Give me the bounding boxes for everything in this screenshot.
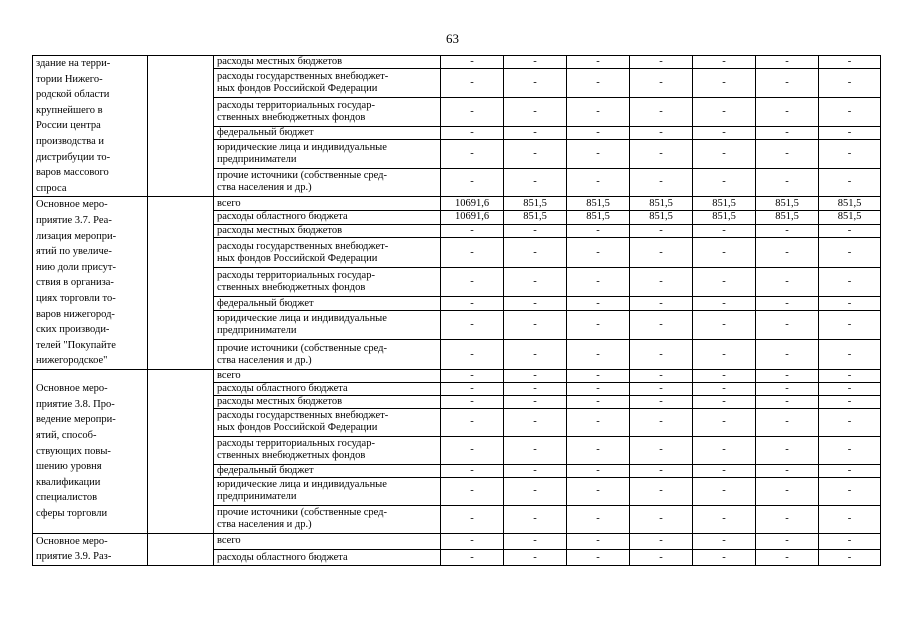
amount-cell: 851,5 bbox=[504, 197, 567, 211]
amount-cell: - bbox=[630, 408, 693, 436]
amount-cell: - bbox=[630, 436, 693, 464]
funding-source-cell bbox=[214, 267, 441, 296]
amount-cell: - bbox=[441, 267, 504, 296]
funding-source-cell bbox=[214, 464, 441, 477]
amount-cell: - bbox=[630, 477, 693, 505]
event-name-line: ских производи- bbox=[36, 324, 110, 336]
funding-source-cell bbox=[214, 382, 441, 395]
amount-cell: - bbox=[693, 56, 756, 69]
event-name-line: России центра bbox=[36, 120, 101, 132]
amount-cell: 851,5 bbox=[819, 197, 881, 211]
event-name-cell bbox=[33, 533, 148, 565]
amount-cell: - bbox=[630, 168, 693, 197]
amount-cell: - bbox=[504, 505, 567, 533]
amount-cell: - bbox=[693, 477, 756, 505]
amount-cell: - bbox=[756, 408, 819, 436]
amount-cell: - bbox=[756, 267, 819, 296]
amount-cell: - bbox=[504, 56, 567, 69]
funding-source-cell bbox=[214, 297, 441, 311]
amount-cell: - bbox=[441, 297, 504, 311]
amount-cell: - bbox=[567, 168, 630, 197]
funding-source-line: расходы местных бюджетов bbox=[217, 225, 343, 237]
amount-cell: - bbox=[567, 126, 630, 139]
funding-source-line: ственных внебюджетных фондов bbox=[217, 450, 366, 462]
amount-cell: - bbox=[819, 395, 881, 408]
amount-cell: - bbox=[693, 126, 756, 139]
amount-cell: - bbox=[630, 139, 693, 168]
amount-cell: - bbox=[504, 69, 567, 98]
funding-source-line: юридические лица и индивидуальные bbox=[217, 313, 387, 325]
amount-cell: - bbox=[756, 97, 819, 126]
event-name-cell bbox=[33, 56, 148, 197]
funding-source-cell bbox=[214, 340, 441, 369]
amount-cell: - bbox=[504, 549, 567, 565]
funding-source-cell bbox=[214, 310, 441, 339]
funding-source-line: ных фондов Российской Федерации bbox=[217, 252, 378, 264]
amount-cell: - bbox=[441, 395, 504, 408]
amount-cell: - bbox=[756, 310, 819, 339]
amount-cell: - bbox=[504, 408, 567, 436]
table-row bbox=[33, 533, 881, 549]
amount-cell: 851,5 bbox=[630, 211, 693, 225]
amount-cell: - bbox=[756, 369, 819, 382]
amount-cell: - bbox=[504, 139, 567, 168]
event-name-line: Основное меро- bbox=[36, 199, 108, 211]
amount-cell: - bbox=[567, 382, 630, 395]
amount-cell: - bbox=[693, 549, 756, 565]
amount-cell: 851,5 bbox=[567, 211, 630, 225]
amount-cell: 10691,6 bbox=[441, 197, 504, 211]
amount-cell: - bbox=[630, 97, 693, 126]
amount-cell: - bbox=[693, 69, 756, 98]
amount-cell: - bbox=[630, 238, 693, 267]
amount-cell: - bbox=[756, 505, 819, 533]
event-name-line: ятий по увеличе- bbox=[36, 246, 112, 258]
funding-source-line: федеральный бюджет bbox=[217, 464, 314, 476]
empty-column-cell bbox=[148, 369, 214, 533]
funding-source-line: юридические лица и индивидуальные bbox=[217, 479, 387, 491]
event-name-line: нию доли присут- bbox=[36, 261, 116, 273]
event-name-line: Основное меро- bbox=[36, 535, 108, 547]
amount-cell: - bbox=[504, 238, 567, 267]
amount-cell: - bbox=[756, 238, 819, 267]
event-name-line: сферы торговли bbox=[36, 507, 108, 519]
event-name-line: циях торговли то- bbox=[36, 292, 116, 304]
amount-cell: - bbox=[630, 56, 693, 69]
amount-cell: - bbox=[441, 477, 504, 505]
funding-source-cell bbox=[214, 238, 441, 267]
amount-cell: - bbox=[756, 533, 819, 549]
funding-source-line: расходы областного бюджета bbox=[217, 382, 348, 394]
funding-source-cell bbox=[214, 477, 441, 505]
event-name-line: крупнейшего в bbox=[36, 104, 103, 116]
amount-cell: - bbox=[567, 340, 630, 369]
budget-table bbox=[32, 55, 881, 566]
event-name-line: квалификации bbox=[36, 476, 101, 488]
funding-source-line: предприниматели bbox=[217, 325, 297, 337]
amount-cell: 851,5 bbox=[504, 211, 567, 225]
event-name-cell bbox=[33, 197, 148, 370]
funding-source-line: прочие источники (собственные сред- bbox=[217, 170, 388, 182]
amount-cell: - bbox=[630, 224, 693, 238]
event-name-line: дистрибуции то- bbox=[36, 151, 111, 163]
amount-cell: - bbox=[819, 464, 881, 477]
funding-source-line: ных фондов Российской Федерации bbox=[217, 422, 378, 434]
amount-cell: - bbox=[693, 224, 756, 238]
amount-cell: - bbox=[693, 464, 756, 477]
amount-cell: 851,5 bbox=[630, 197, 693, 211]
amount-cell: - bbox=[756, 69, 819, 98]
amount-cell: 851,5 bbox=[693, 197, 756, 211]
amount-cell: - bbox=[441, 56, 504, 69]
event-name-line: шению уровня bbox=[36, 461, 102, 473]
amount-cell: - bbox=[630, 533, 693, 549]
funding-source-cell bbox=[214, 168, 441, 197]
amount-cell: - bbox=[819, 139, 881, 168]
amount-cell: - bbox=[567, 549, 630, 565]
amount-cell: - bbox=[504, 464, 567, 477]
amount-cell: - bbox=[630, 267, 693, 296]
amount-cell: - bbox=[504, 369, 567, 382]
funding-source-line: расходы территориальных государ- bbox=[217, 270, 375, 282]
amount-cell: - bbox=[756, 464, 819, 477]
amount-cell: 10691,6 bbox=[441, 211, 504, 225]
event-name-line: нижегородское" bbox=[36, 355, 108, 367]
amount-cell: - bbox=[756, 382, 819, 395]
amount-cell: - bbox=[756, 436, 819, 464]
event-name-cell bbox=[33, 369, 148, 533]
amount-cell: - bbox=[441, 369, 504, 382]
amount-cell: - bbox=[441, 224, 504, 238]
funding-source-line: расходы областного бюджета bbox=[217, 551, 348, 563]
table-row bbox=[33, 369, 881, 382]
amount-cell: - bbox=[567, 505, 630, 533]
amount-cell: 851,5 bbox=[756, 197, 819, 211]
amount-cell: - bbox=[693, 238, 756, 267]
funding-source-line: расходы местных бюджетов bbox=[217, 56, 343, 68]
amount-cell: - bbox=[567, 477, 630, 505]
event-name-line: родской области bbox=[36, 89, 110, 101]
amount-cell: - bbox=[819, 310, 881, 339]
funding-source-line: предприниматели bbox=[217, 491, 297, 503]
amount-cell: - bbox=[567, 533, 630, 549]
event-name-line: производства и bbox=[36, 135, 105, 147]
amount-cell: - bbox=[693, 97, 756, 126]
funding-source-cell bbox=[214, 126, 441, 139]
funding-source-cell bbox=[214, 197, 441, 211]
amount-cell: - bbox=[819, 382, 881, 395]
funding-source-line: расходы государственных внебюджет- bbox=[217, 240, 389, 252]
table-row bbox=[33, 197, 881, 211]
amount-cell: - bbox=[441, 139, 504, 168]
amount-cell: - bbox=[504, 267, 567, 296]
empty-column-cell bbox=[148, 56, 214, 197]
event-name-line: приятие 3.9. Раз- bbox=[36, 551, 112, 563]
amount-cell: - bbox=[567, 369, 630, 382]
amount-cell: - bbox=[693, 139, 756, 168]
amount-cell: - bbox=[504, 310, 567, 339]
event-name-line: ведение меропри- bbox=[36, 414, 116, 426]
funding-source-cell bbox=[214, 395, 441, 408]
funding-source-line: всего bbox=[217, 535, 241, 547]
amount-cell: 851,5 bbox=[819, 211, 881, 225]
amount-cell: - bbox=[630, 340, 693, 369]
amount-cell: - bbox=[693, 340, 756, 369]
funding-source-line: федеральный бюджет bbox=[217, 126, 314, 138]
funding-source-cell bbox=[214, 369, 441, 382]
amount-cell: - bbox=[441, 97, 504, 126]
event-name-line: телей "Покупайте bbox=[36, 339, 116, 351]
amount-cell: - bbox=[693, 436, 756, 464]
amount-cell: - bbox=[567, 56, 630, 69]
amount-cell: - bbox=[504, 436, 567, 464]
amount-cell: - bbox=[504, 168, 567, 197]
page-number: 63 bbox=[446, 31, 459, 46]
amount-cell: - bbox=[819, 168, 881, 197]
amount-cell: - bbox=[819, 477, 881, 505]
funding-source-line: расходы государственных внебюджет- bbox=[217, 71, 389, 83]
funding-source-cell bbox=[214, 56, 441, 69]
amount-cell: - bbox=[756, 168, 819, 197]
amount-cell: - bbox=[567, 224, 630, 238]
amount-cell: 851,5 bbox=[567, 197, 630, 211]
funding-source-cell bbox=[214, 69, 441, 98]
amount-cell: - bbox=[819, 224, 881, 238]
event-name-line: Основное меро- bbox=[36, 383, 108, 395]
amount-cell: - bbox=[567, 297, 630, 311]
amount-cell: - bbox=[567, 395, 630, 408]
funding-source-cell bbox=[214, 436, 441, 464]
amount-cell: 851,5 bbox=[756, 211, 819, 225]
funding-source-cell bbox=[214, 408, 441, 436]
amount-cell: - bbox=[693, 267, 756, 296]
amount-cell: - bbox=[567, 238, 630, 267]
amount-cell: - bbox=[693, 310, 756, 339]
event-name-line: ствия в организа- bbox=[36, 277, 114, 289]
funding-source-cell bbox=[214, 97, 441, 126]
amount-cell: - bbox=[441, 408, 504, 436]
amount-cell: - bbox=[630, 395, 693, 408]
amount-cell: - bbox=[693, 395, 756, 408]
funding-source-line: прочие источники (собственные сред- bbox=[217, 342, 388, 354]
event-name-line: варов нижегород- bbox=[36, 308, 115, 320]
amount-cell: - bbox=[441, 505, 504, 533]
funding-source-line: ных фондов Российской Федерации bbox=[217, 83, 378, 95]
event-name-line: ятий, способ- bbox=[36, 429, 97, 441]
amount-cell: - bbox=[819, 69, 881, 98]
event-name-line: тории Нижего- bbox=[36, 73, 103, 85]
funding-source-line: предприниматели bbox=[217, 153, 297, 165]
amount-cell: - bbox=[630, 69, 693, 98]
amount-cell: - bbox=[441, 168, 504, 197]
amount-cell: - bbox=[441, 310, 504, 339]
funding-source-line: ства населения и др.) bbox=[217, 182, 312, 194]
event-name-line: варов массового bbox=[36, 167, 109, 179]
amount-cell: - bbox=[441, 464, 504, 477]
amount-cell: - bbox=[567, 408, 630, 436]
amount-cell: - bbox=[756, 139, 819, 168]
amount-cell: - bbox=[567, 139, 630, 168]
event-name-line: здание на терри- bbox=[36, 58, 111, 69]
amount-cell: - bbox=[630, 369, 693, 382]
amount-cell: - bbox=[630, 464, 693, 477]
amount-cell: - bbox=[819, 340, 881, 369]
funding-source-cell bbox=[214, 211, 441, 225]
funding-source-line: юридические лица и индивидуальные bbox=[217, 141, 387, 153]
amount-cell: - bbox=[630, 297, 693, 311]
amount-cell: - bbox=[630, 126, 693, 139]
amount-cell: - bbox=[819, 505, 881, 533]
event-name-line: спроса bbox=[36, 182, 67, 194]
amount-cell: - bbox=[504, 340, 567, 369]
amount-cell: - bbox=[441, 436, 504, 464]
funding-source-cell bbox=[214, 505, 441, 533]
empty-column-cell bbox=[148, 197, 214, 370]
funding-source-line: прочие источники (собственные сред- bbox=[217, 507, 388, 519]
event-name-line: ствующих повы- bbox=[36, 445, 111, 457]
funding-source-cell bbox=[214, 549, 441, 565]
amount-cell: - bbox=[819, 267, 881, 296]
amount-cell: - bbox=[693, 408, 756, 436]
funding-source-cell bbox=[214, 533, 441, 549]
funding-source-line: ства населения и др.) bbox=[217, 519, 312, 531]
funding-source-line: ства населения и др.) bbox=[217, 354, 312, 366]
amount-cell: - bbox=[441, 340, 504, 369]
event-name-line: специалистов bbox=[36, 492, 98, 504]
amount-cell: - bbox=[819, 126, 881, 139]
amount-cell: - bbox=[819, 533, 881, 549]
amount-cell: - bbox=[756, 224, 819, 238]
amount-cell: - bbox=[441, 382, 504, 395]
amount-cell: - bbox=[441, 69, 504, 98]
amount-cell: - bbox=[819, 238, 881, 267]
empty-column-cell bbox=[148, 533, 214, 565]
funding-source-line: всего bbox=[217, 197, 241, 209]
amount-cell: - bbox=[567, 267, 630, 296]
amount-cell: - bbox=[504, 297, 567, 311]
amount-cell: - bbox=[567, 464, 630, 477]
amount-cell: - bbox=[504, 533, 567, 549]
amount-cell: - bbox=[504, 477, 567, 505]
amount-cell: - bbox=[756, 297, 819, 311]
amount-cell: - bbox=[756, 56, 819, 69]
amount-cell: - bbox=[756, 126, 819, 139]
funding-source-line: расходы территориальных государ- bbox=[217, 99, 375, 111]
amount-cell: 851,5 bbox=[693, 211, 756, 225]
amount-cell: - bbox=[756, 549, 819, 565]
amount-cell: - bbox=[630, 505, 693, 533]
funding-source-line: федеральный бюджет bbox=[217, 297, 314, 309]
amount-cell: - bbox=[567, 436, 630, 464]
amount-cell: - bbox=[819, 408, 881, 436]
amount-cell: - bbox=[567, 310, 630, 339]
amount-cell: - bbox=[504, 97, 567, 126]
funding-source-line: расходы территориальных государ- bbox=[217, 438, 375, 450]
amount-cell: - bbox=[756, 477, 819, 505]
funding-source-line: расходы областного бюджета bbox=[217, 211, 348, 223]
amount-cell: - bbox=[693, 369, 756, 382]
funding-source-cell bbox=[214, 224, 441, 238]
event-name-line: приятие 3.7. Реа- bbox=[36, 214, 112, 226]
amount-cell: - bbox=[441, 549, 504, 565]
amount-cell: - bbox=[504, 224, 567, 238]
amount-cell: - bbox=[693, 382, 756, 395]
funding-source-line: расходы государственных внебюджет- bbox=[217, 410, 389, 422]
amount-cell: - bbox=[819, 297, 881, 311]
amount-cell: - bbox=[441, 533, 504, 549]
amount-cell: - bbox=[441, 238, 504, 267]
amount-cell: - bbox=[693, 168, 756, 197]
amount-cell: - bbox=[819, 549, 881, 565]
table-row bbox=[33, 56, 881, 69]
funding-source-cell bbox=[214, 139, 441, 168]
funding-source-line: расходы местных бюджетов bbox=[217, 395, 343, 407]
amount-cell: - bbox=[630, 549, 693, 565]
amount-cell: - bbox=[756, 340, 819, 369]
amount-cell: - bbox=[819, 97, 881, 126]
amount-cell: - bbox=[693, 533, 756, 549]
amount-cell: - bbox=[567, 69, 630, 98]
amount-cell: - bbox=[630, 310, 693, 339]
amount-cell: - bbox=[630, 382, 693, 395]
amount-cell: - bbox=[567, 97, 630, 126]
event-name-line: лизация меропри- bbox=[36, 230, 117, 242]
amount-cell: - bbox=[504, 126, 567, 139]
amount-cell: - bbox=[819, 436, 881, 464]
amount-cell: - bbox=[756, 395, 819, 408]
amount-cell: - bbox=[504, 382, 567, 395]
event-name-line: приятие 3.8. Про- bbox=[36, 398, 115, 410]
amount-cell: - bbox=[441, 126, 504, 139]
funding-source-line: всего bbox=[217, 369, 241, 381]
amount-cell: - bbox=[819, 369, 881, 382]
amount-cell: - bbox=[693, 505, 756, 533]
funding-source-line: ственных внебюджетных фондов bbox=[217, 111, 366, 123]
funding-source-line: ственных внебюджетных фондов bbox=[217, 282, 366, 294]
amount-cell: - bbox=[504, 395, 567, 408]
amount-cell: - bbox=[819, 56, 881, 69]
amount-cell: - bbox=[693, 297, 756, 311]
